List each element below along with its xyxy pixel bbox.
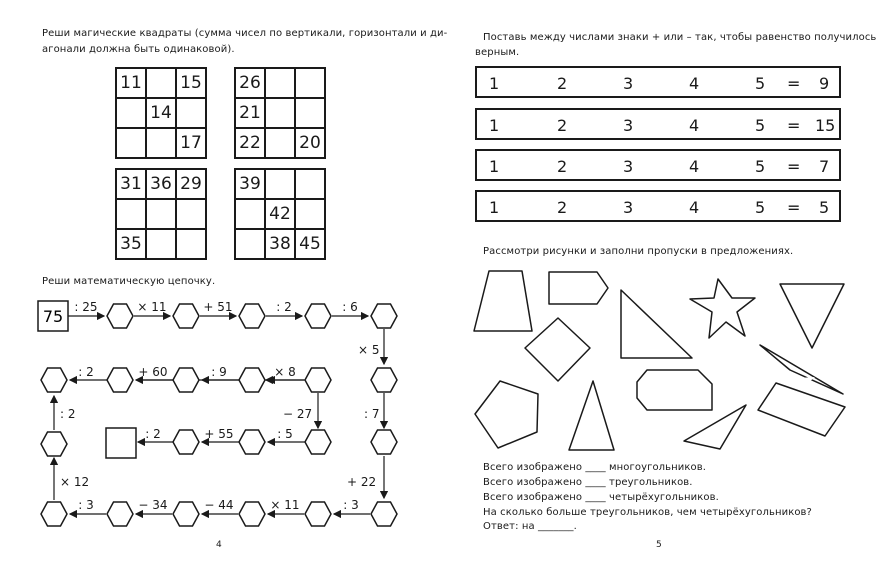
equation-equals: = (787, 157, 801, 176)
hexagon-answer (239, 368, 265, 392)
equation-result: 7 (819, 157, 830, 176)
page-number-left: 4 (216, 540, 222, 550)
hexagon-answer (239, 430, 265, 454)
equation-number: 3 (623, 198, 634, 217)
signs-task-text-2: верным. (475, 47, 520, 58)
square-cell[interactable]: 11 (116, 68, 146, 98)
equation-number: 4 (689, 116, 700, 135)
hexagon-answer (107, 304, 133, 328)
hexagon-answer (239, 304, 265, 328)
square-cell[interactable]: 17 (176, 128, 206, 158)
equation-result: 15 (815, 116, 836, 135)
chain-op: : 25 (74, 300, 98, 314)
equation-number: 1 (489, 74, 500, 93)
equation-number: 4 (689, 157, 700, 176)
chain-op: − 44 (204, 498, 234, 512)
star-shape (690, 279, 755, 338)
shapes-sentence-2: Всего изображено ____ треугольников. (483, 477, 693, 488)
octagon-like-shape (637, 370, 712, 410)
hexagon-answer (173, 502, 199, 526)
square-cell[interactable]: 31 (116, 169, 146, 199)
hexagon-answer (173, 430, 199, 454)
equation-equals: = (787, 198, 801, 217)
square-cell[interactable]: 26 (235, 68, 265, 98)
chain-op: : 7 (364, 407, 380, 421)
hexagon-answer (41, 432, 67, 456)
equation-number: 5 (755, 116, 766, 135)
equation-number: 1 (489, 157, 500, 176)
chain-op: × 11 (270, 498, 300, 512)
parallelogram-shape (758, 383, 845, 436)
chain-op: : 2 (60, 407, 76, 421)
page-number-right: 5 (656, 540, 662, 550)
chain-op: × 8 (274, 365, 296, 379)
chain-op: × 12 (60, 475, 90, 489)
square-cell[interactable]: 29 (176, 169, 206, 199)
chain-op: × 5 (358, 343, 380, 357)
hexagon-answer (107, 368, 133, 392)
signs-task-text-1: Поставь между числами знаки + или – так, чтобы равенство получилось (483, 32, 877, 43)
square-cell[interactable]: 39 (235, 169, 265, 199)
equation-number: 2 (557, 198, 568, 217)
hexagon-answer (305, 304, 331, 328)
square-cell[interactable]: 35 (116, 229, 146, 259)
chain-op: : 2 (145, 427, 161, 441)
square-cell[interactable]: 45 (295, 229, 325, 259)
equation-number: 5 (755, 198, 766, 217)
hexagon-answer (41, 368, 67, 392)
chain-op: + 55 (204, 427, 234, 441)
equation-number: 2 (557, 157, 568, 176)
square-cell[interactable]: 15 (176, 68, 206, 98)
hexagon-answer (371, 304, 397, 328)
equation-result: 5 (819, 198, 830, 217)
square-cell[interactable]: 20 (295, 128, 325, 158)
hexagon-answer (173, 304, 199, 328)
chain-start-value: 75 (42, 307, 64, 326)
square-cell[interactable]: 42 (265, 199, 295, 229)
square-cell[interactable]: 21 (235, 98, 265, 128)
rhombus-shape (525, 318, 590, 381)
equation-number: 3 (623, 116, 634, 135)
square-cell[interactable]: 38 (265, 229, 295, 259)
chain-op: + 22 (347, 475, 377, 489)
equation-number: 1 (489, 198, 500, 217)
magic-task-text-1: Реши магические квадраты (сумма чисел по вертикали, горизонтали и ди- (42, 28, 448, 39)
equation-number: 5 (755, 157, 766, 176)
equation-number: 4 (689, 198, 700, 217)
inverted-triangle-shape (780, 284, 844, 348)
hexagon-answer (239, 502, 265, 526)
hexagon-answer (371, 430, 397, 454)
hexagon-answer (305, 502, 331, 526)
shapes-answer-line: Ответ: на _______. (483, 521, 577, 532)
trapezoid-shape (474, 271, 532, 331)
equation-number: 4 (689, 74, 700, 93)
hexagon-answer (107, 502, 133, 526)
shapes-sentence-3: Всего изображено ____ четырёхугольников. (483, 492, 719, 503)
chain-op: + 60 (138, 365, 168, 379)
chain-end-box (106, 428, 136, 458)
shapes-task-text: Рассмотри рисунки и заполни пропуски в предложениях. (483, 246, 794, 257)
equation-number: 3 (623, 74, 634, 93)
hexagon-answer (173, 368, 199, 392)
equation-equals: = (787, 116, 801, 135)
equation-number: 5 (755, 74, 766, 93)
hexagon-answer (371, 502, 397, 526)
shapes-sentence-4: На сколько больше треугольников, чем четырёхугольников? (483, 507, 812, 518)
equation-equals: = (787, 74, 801, 93)
right-triangle-shape (621, 290, 692, 358)
chain-op: : 2 (78, 365, 94, 379)
equation-number: 2 (557, 116, 568, 135)
chain-op: : 3 (78, 498, 94, 512)
isosceles-triangle-shape (569, 381, 614, 450)
equation-number: 2 (557, 74, 568, 93)
hexagon-answer (371, 368, 397, 392)
pentagon-arrow-shape (549, 272, 608, 304)
chain-op: × 11 (137, 300, 167, 314)
regular-pentagon-shape (475, 381, 538, 448)
chain-op: : 6 (342, 300, 358, 314)
equation-number: 1 (489, 116, 500, 135)
square-cell[interactable]: 22 (235, 128, 265, 158)
shapes-sentence-1: Всего изображено ____ многоугольников. (483, 462, 707, 473)
obtuse-triangle-shape (684, 405, 746, 449)
magic-task-text-2: агонали должна быть одинаковой). (42, 44, 235, 55)
chain-op: : 5 (277, 427, 293, 441)
equation-number: 3 (623, 157, 634, 176)
square-cell[interactable]: 36 (146, 169, 176, 199)
hexagon-answer (41, 502, 67, 526)
chain-op: + 51 (203, 300, 233, 314)
chain-op: : 9 (211, 365, 227, 379)
chain-op: : 2 (276, 300, 292, 314)
square-cell[interactable]: 14 (146, 98, 176, 128)
hexagon-answer (305, 430, 331, 454)
chain-task-text: Реши математическую цепочку. (42, 276, 216, 287)
hexagon-answer (305, 368, 331, 392)
chain-op: − 27 (283, 407, 313, 421)
chain-op: − 34 (138, 498, 168, 512)
chain-op: : 3 (343, 498, 359, 512)
equation-result: 9 (819, 74, 830, 93)
